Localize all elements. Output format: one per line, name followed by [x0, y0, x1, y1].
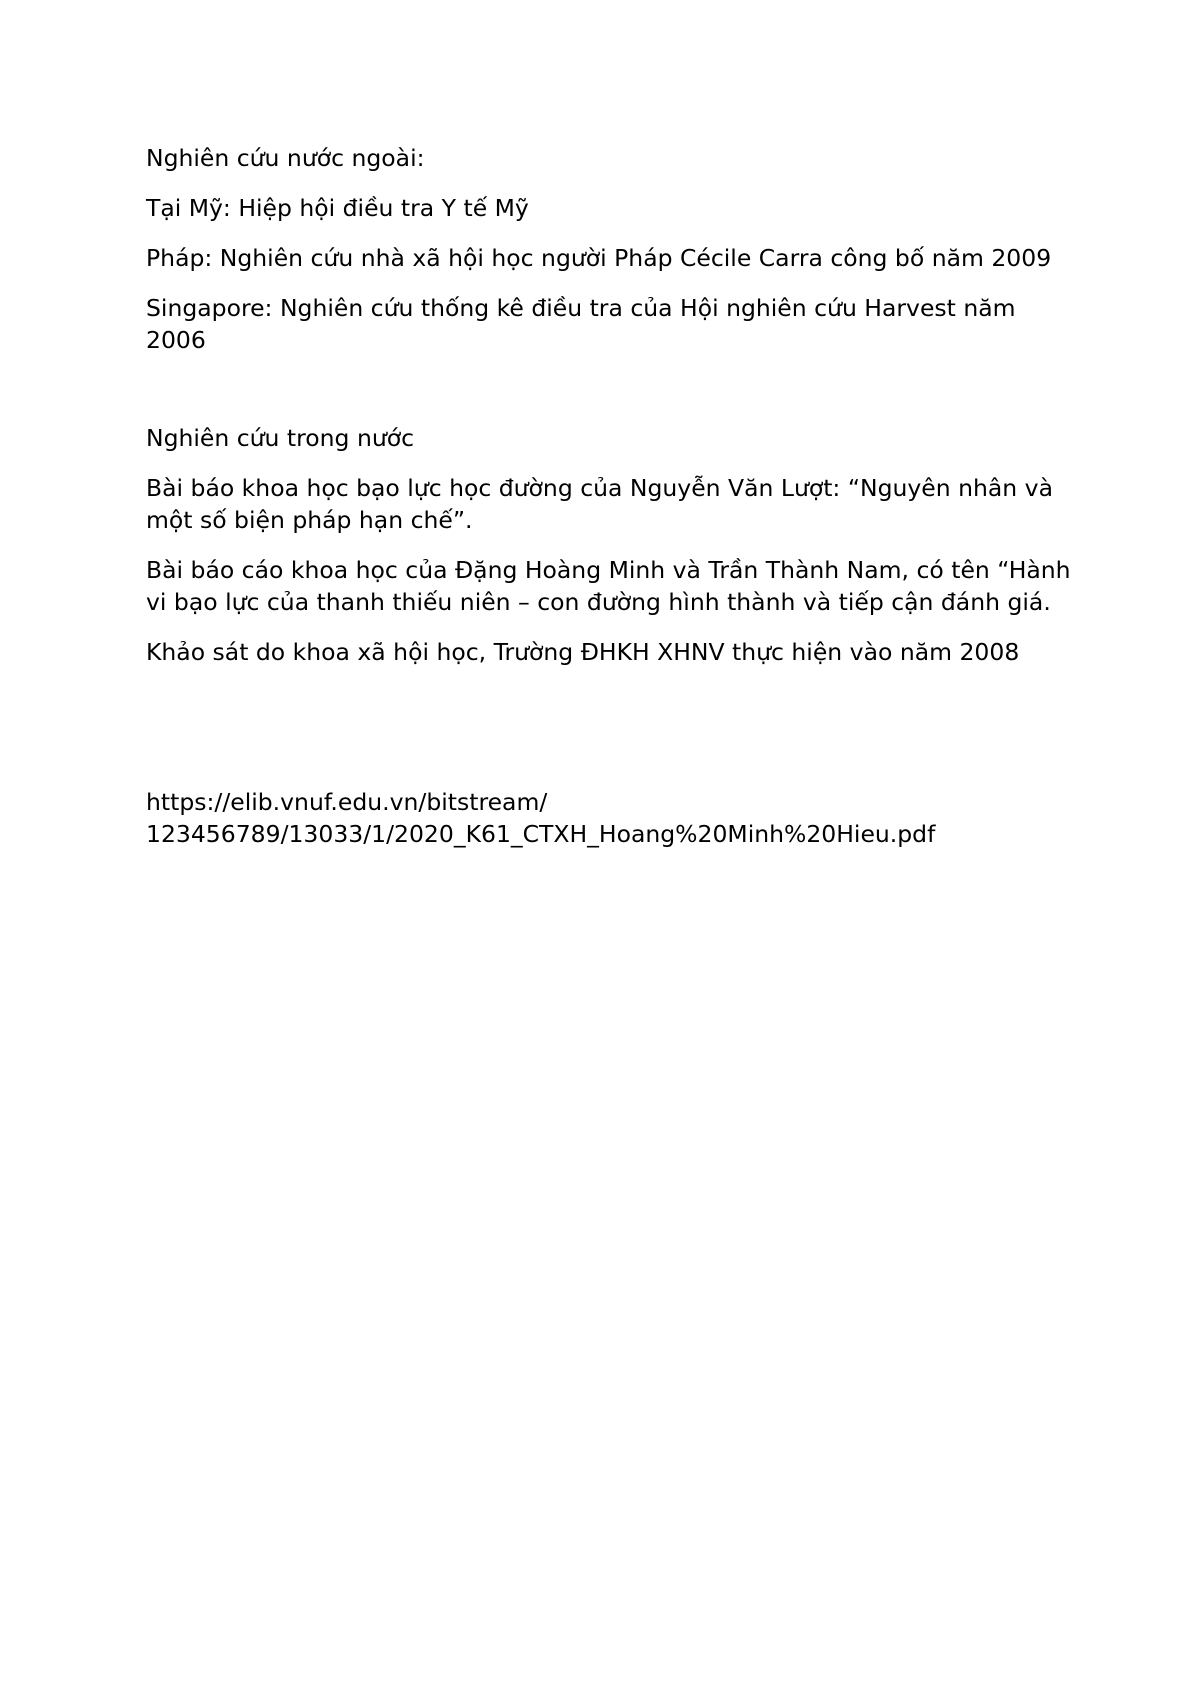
- domestic-item-survey: Khảo sát do khoa xã hội học, Trường ĐHKH XHNV thực hiện vào năm 2008: [146, 638, 1020, 666]
- source-url-line-1[interactable]: https://elib.vnuf.edu.vn/bitstream/: [146, 788, 548, 816]
- foreign-item-usa: Tại Mỹ: Hiệp hội điều tra Y tế Mỹ: [146, 194, 529, 222]
- domestic-research-heading: Nghiên cứu trong nước: [146, 424, 415, 452]
- section-spacer: [146, 686, 1076, 786]
- source-url[interactable]: [146, 786, 1076, 850]
- document-body: [146, 142, 1076, 868]
- source-url-line-2[interactable]: 123456789/13033/1/2020_K61_CTXH_Hoang%20Minh%20Hieu.pdf: [146, 820, 936, 848]
- domestic-item-article: Bài báo khoa học bạo lực học đường của Nguyễn Văn Lượt: “Nguyên nhân và một số biện pháp hạn chế”.: [146, 474, 1053, 534]
- foreign-item-singapore: Singapore: Nghiên cứu thống kê điều tra của Hội nghiên cứu Harvest năm 2006: [146, 294, 1016, 354]
- domestic-item-report: Bài báo cáo khoa học của Đặng Hoàng Minh và Trần Thành Nam, có tên “Hành vi bạo lực của thanh thiếu niên – con đường hình thành và tiếp cận đánh giá.: [146, 556, 1071, 616]
- section-spacer: [146, 374, 1076, 422]
- foreign-research-heading: Nghiên cứu nước ngoài:: [146, 144, 425, 172]
- foreign-item-france: Pháp: Nghiên cứu nhà xã hội học người Pháp Cécile Carra công bố năm 2009: [146, 244, 1052, 272]
